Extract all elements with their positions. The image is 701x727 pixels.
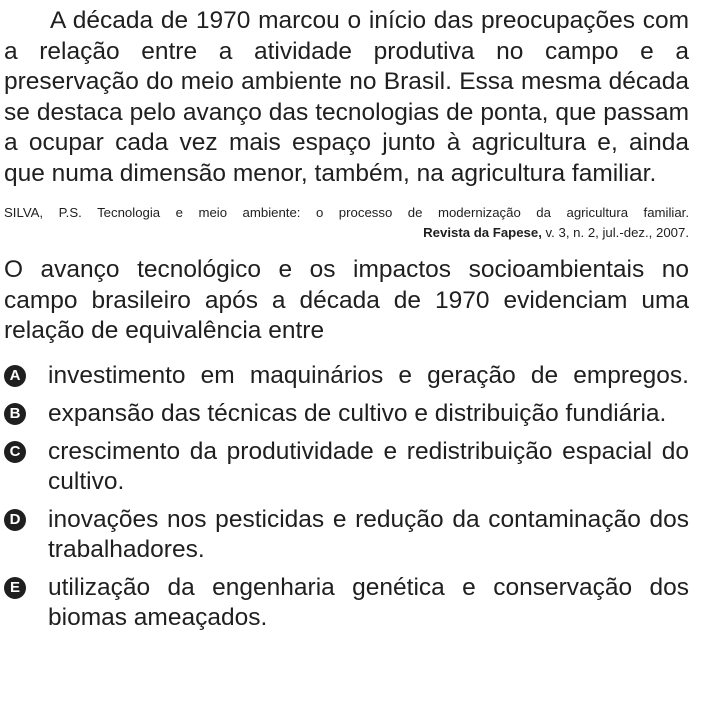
answer-options: [4, 361, 689, 633]
option-e-letter: E: [4, 577, 26, 599]
option-a[interactable]: [4, 361, 689, 391]
citation-details: v. 3, n. 2, jul.-dez., 2007.: [541, 225, 689, 240]
option-e[interactable]: [4, 573, 689, 633]
passage-text: A década de 1970 marcou o início das preocupações com a relação entre a atividade produtiva no campo e a preservação do meio ambiente no Brasil. Essa mesma década se destaca pelo avanço das tecnologias de ponta, que passam a ocupar cada vez mais espaço junto à agricultura e, ainda que numa dimensão menor, também, na agricultura familiar.: [4, 7, 689, 187]
option-d-text: inovações nos pesticidas e redução da contaminação dos trabalhadores.: [48, 505, 689, 563]
option-b-letter: B: [4, 403, 26, 425]
question-page: [4, 6, 689, 649]
option-a-text: investimento em maquinários e geração de empregos.: [48, 361, 689, 389]
question-stem: O avanço tecnológico e os impactos socioambientais no campo brasileiro após a década de 1970 evidenciam uma relação de equivalência entre: [4, 256, 689, 344]
citation-source: [4, 223, 689, 243]
option-d-letter: D: [4, 509, 26, 531]
option-c[interactable]: [4, 437, 689, 497]
option-c-text: crescimento da produtividade e redistribuição espacial do cultivo.: [48, 437, 689, 495]
citation-author-title: SILVA, P.S. Tecnologia e meio ambiente: o processo de modernização da agricultura familiar.: [4, 205, 689, 220]
citation: [4, 203, 689, 243]
option-b[interactable]: [4, 399, 689, 429]
option-e-text: utilização da engenharia genética e conservação dos biomas ameaçados.: [48, 573, 689, 631]
option-b-text: expansão das técnicas de cultivo e distribuição fundiária.: [48, 399, 667, 427]
option-a-letter: A: [4, 365, 26, 387]
citation-journal: Revista da Fapese,: [423, 225, 542, 240]
option-c-letter: C: [4, 441, 26, 463]
option-d[interactable]: [4, 505, 689, 565]
